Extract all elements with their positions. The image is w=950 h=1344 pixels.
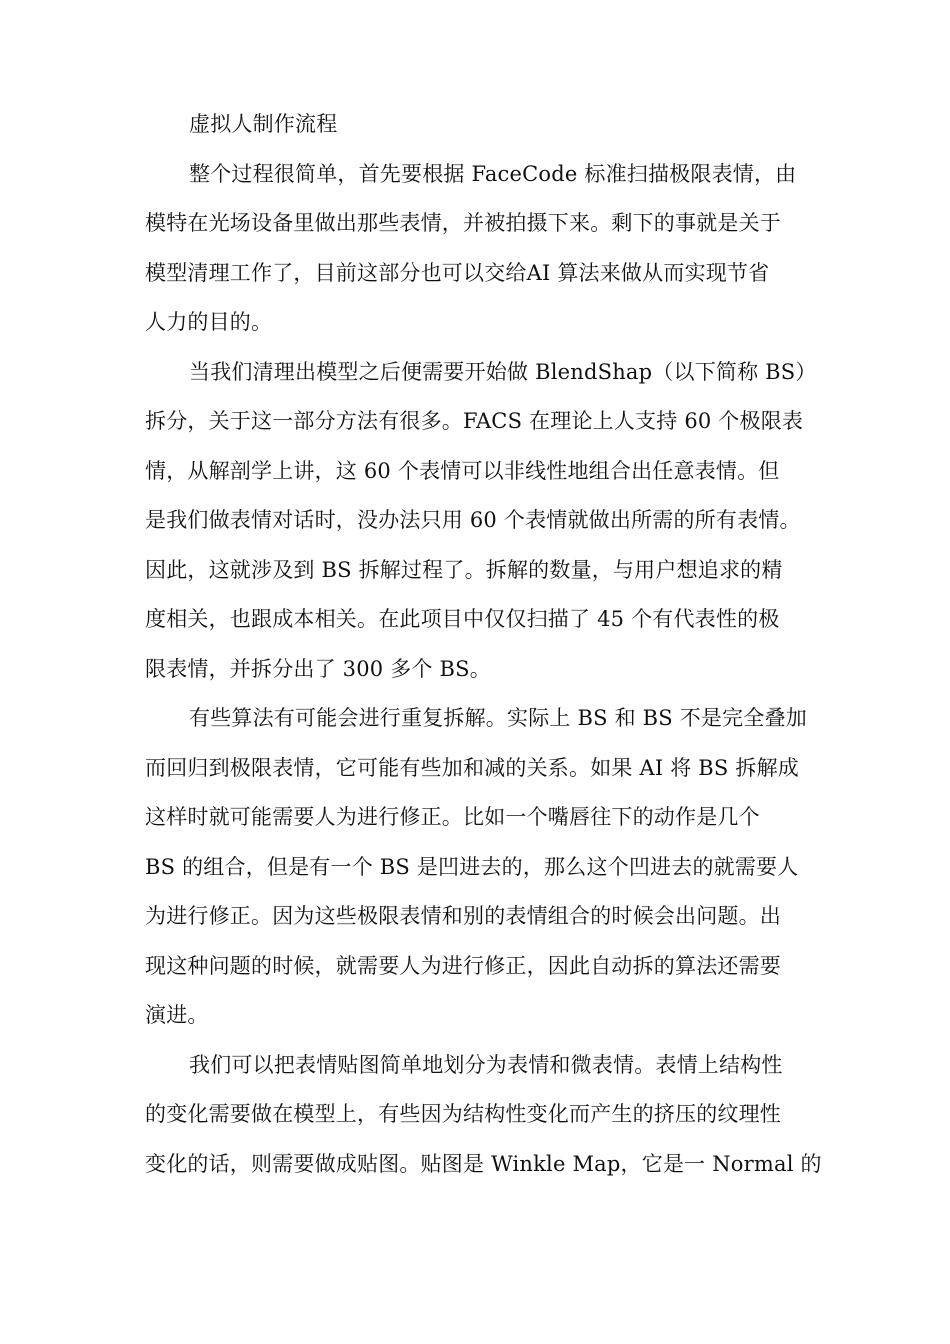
- paragraph-2-line-4: 是我们做表情对话时，没办法只用 60 个表情就做出所需的所有表情。: [145, 508, 801, 532]
- paragraph-3-line-4: BS 的组合，但是有一个 BS 是凹进去的，那么这个凹进去的就需要人: [145, 854, 799, 879]
- paragraph-1-line-1: 整个过程很简单，首先要根据 FaceCode 标准扫描极限表情，由: [189, 161, 797, 186]
- paragraph-2-line-1: 当我们清理出模型之后便需要开始做 BlendShap（以下简称 BS）: [189, 359, 817, 384]
- paragraph-1-line-4: 人力的目的。: [145, 310, 273, 334]
- paragraph-2-line-3: 情，从解剖学上讲，这 60 个表情可以非线性地组合出任意表情。但: [145, 458, 780, 483]
- paragraph-4-line-3: 变化的话，则需要做成贴图。贴图是 Winkle Map，它是一 Normal 的: [145, 1151, 822, 1176]
- paragraph-2-line-7: 限表情，并拆分出了 300 多个 BS。: [145, 656, 491, 681]
- paragraph-4-line-1: 我们可以把表情贴图简单地划分为表情和微表情。表情上结构性: [189, 1052, 783, 1077]
- paragraph-3-line-5: 为进行修正。因为这些极限表情和别的表情组合的时候会出问题。出: [145, 904, 781, 928]
- paragraph-3-line-1: 有些算法有可能会进行重复拆解。实际上 BS 和 BS 不是完全叠加: [189, 706, 807, 730]
- paragraph-1-line-3: 模型清理工作了，目前这部分也可以交给AI 算法来做从而实现节省: [145, 260, 770, 285]
- paragraph-3-line-7: 演进。: [145, 1003, 209, 1027]
- paragraph-3-line-3: 这样时就可能需要人为进行修正。比如一个嘴唇往下的动作是几个: [145, 805, 760, 829]
- document-title: 虚拟人制作流程: [189, 112, 338, 136]
- document-body: [145, 100, 822, 1189]
- paragraph-2-line-6: 度相关，也跟成本相关。在此项目中仅仅扫描了 45 个有代表性的极: [145, 607, 780, 631]
- paragraph-3-line-6: 现这种问题的时候，就需要人为进行修正，因此自动拆的算法还需要: [145, 953, 781, 978]
- paragraph-2-line-5: 因此，这就涉及到 BS 拆解过程了。拆解的数量，与用户想追求的精: [145, 557, 783, 582]
- paragraph-2-line-2: 拆分，关于这一部分方法有很多。FACS 在理论上人支持 60 个极限表: [145, 409, 804, 433]
- paragraph-1-line-2: 模特在光场设备里做出那些表情，并被拍摄下来。剩下的事就是关于: [145, 211, 781, 235]
- paragraph-4-line-2: 的变化需要做在模型上，有些因为结构性变化而产生的挤压的纹理性: [145, 1102, 781, 1126]
- paragraph-3-line-2: 而回归到极限表情，它可能有些加和减的关系。如果 AI 将 BS 拆解成: [145, 755, 799, 780]
